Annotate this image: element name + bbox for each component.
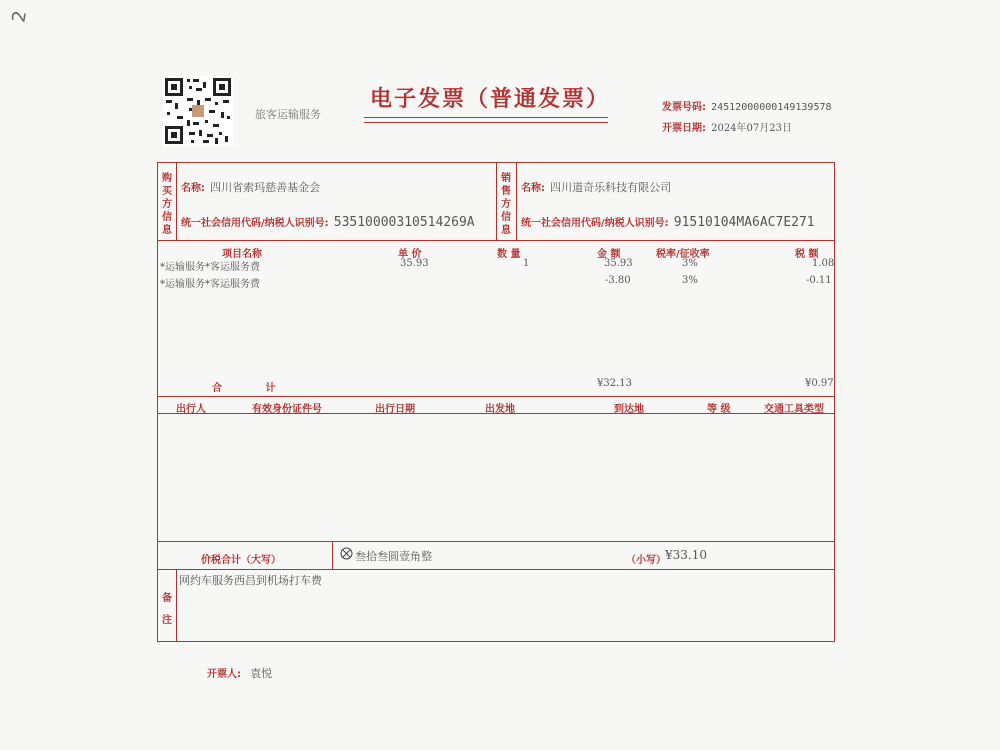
seller-side-label: 销售方信息 [501, 173, 511, 236]
invoice-date: 2024年07月23日 [711, 123, 792, 134]
col-amount: 金 额 [597, 249, 621, 260]
invoice-number-label: 发票号码: [662, 102, 706, 113]
buyer-side-label: 购买方信息 [162, 173, 172, 236]
invoice-date-row [662, 116, 792, 135]
item-tax: 1.08 [812, 258, 835, 269]
item-amount: -3.80 [605, 275, 631, 286]
issuer-name: 袁悦 [250, 667, 273, 680]
buyer-name: 四川省索玛慈善基金会 [210, 181, 321, 194]
total-label: 合 计 [212, 383, 296, 394]
travel-col-destination: 到达地 [614, 404, 644, 415]
total-amount: ¥32.13 [597, 378, 632, 389]
title-underline-2 [364, 122, 608, 123]
travel-col-vehicle: 交通工具类型 [764, 404, 824, 415]
divider [332, 541, 333, 569]
grand-total-lowercase-label: （小写） [626, 555, 666, 566]
invoice-number: 24512000000149139578 [711, 102, 832, 113]
grand-total-uppercase: 叁拾叁圆壹角整 [355, 550, 432, 563]
col-unit-price: 单 价 [398, 249, 422, 260]
remarks-text: 网约车服务西昌到机场打车费 [179, 574, 322, 587]
seller-name: 四川道奇乐科技有限公司 [550, 181, 672, 194]
grand-total-lowercase: ¥33.10 [665, 548, 707, 562]
travel-col-class: 等 级 [707, 404, 731, 415]
service-type: 旅客运输服务 [255, 108, 321, 121]
buyer-name-row [181, 176, 320, 195]
travel-col-date: 出行日期 [375, 404, 415, 415]
divider [157, 240, 835, 241]
seller-name-label: 名称: [521, 183, 545, 194]
seller-tax-id: 91510104MA6AC7E271 [673, 215, 815, 230]
buyer-tax-row [181, 211, 475, 230]
buyer-tax-label: 统一社会信用代码/纳税人识别号: [181, 218, 329, 229]
item-unit-price: 35.93 [400, 258, 429, 269]
col-tax: 税 额 [795, 249, 819, 260]
item-name: *运输服务*客运服务费 [160, 279, 260, 290]
buyer-tax-id: 53510000310514269A [333, 215, 475, 230]
qr-code-icon [163, 76, 233, 146]
issuer-row [207, 662, 272, 681]
divider [176, 569, 177, 642]
travel-col-id: 有效身份证件号 [252, 404, 322, 415]
buyer-name-label: 名称: [181, 183, 205, 194]
invoice-date-label: 开票日期: [662, 123, 706, 134]
seller-tax-row [521, 211, 815, 230]
col-quantity: 数 量 [497, 249, 521, 260]
travel-col-origin: 出发地 [485, 404, 515, 415]
cross-circle-icon [340, 547, 353, 560]
item-tax-rate: 3% [682, 275, 698, 286]
col-item-name: 项目名称 [222, 249, 262, 260]
divider [496, 162, 497, 240]
issuer-label: 开票人: [207, 669, 241, 680]
divider [176, 162, 177, 240]
col-tax-rate: 税率/征收率 [656, 249, 710, 260]
item-amount: 35.93 [604, 258, 633, 269]
item-tax: -0.11 [806, 275, 832, 286]
item-quantity: 1 [523, 258, 530, 269]
invoice-number-row [662, 95, 832, 114]
title-underline [364, 117, 608, 118]
divider [157, 541, 835, 542]
grand-total-label: 价税合计（大写） [201, 555, 281, 566]
seller-tax-label: 统一社会信用代码/纳税人识别号: [521, 218, 669, 229]
item-name: *运输服务*客运服务费 [160, 262, 260, 273]
divider [157, 396, 835, 397]
travel-col-traveler: 出行人 [176, 404, 206, 415]
item-tax-rate: 3% [682, 258, 698, 269]
divider [157, 569, 835, 570]
page-mark: 2 [8, 9, 32, 24]
seller-name-row [521, 176, 671, 195]
invoice-title: 电子发票（普通发票） [370, 87, 611, 112]
total-tax: ¥0.97 [805, 378, 834, 389]
divider [516, 162, 517, 240]
remarks-side-label: 备注 [162, 593, 172, 626]
